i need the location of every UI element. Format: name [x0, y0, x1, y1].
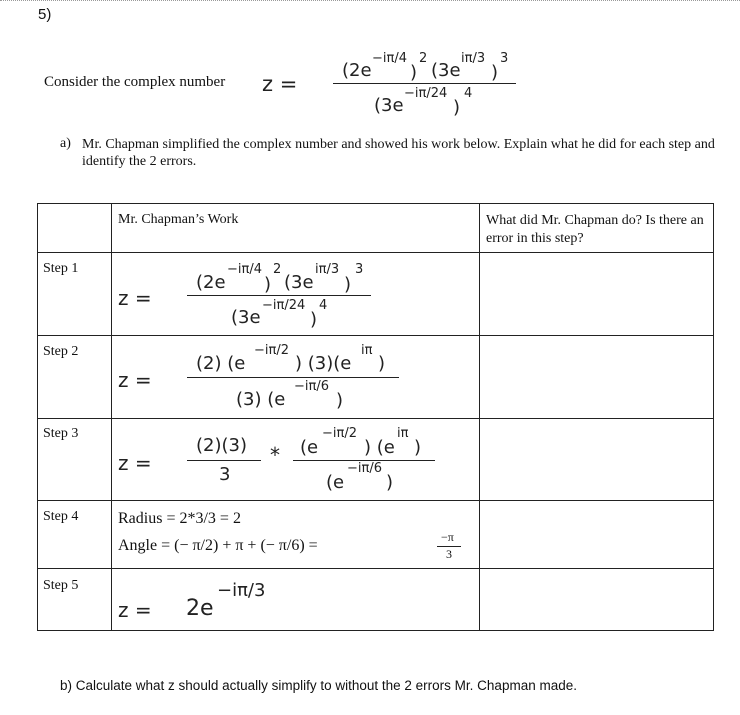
step5-value: 2e: [186, 596, 214, 621]
table-row-divider-2: [37, 335, 713, 336]
step3-right-num-b: ) (e: [364, 437, 395, 458]
table-row-divider-4: [37, 500, 713, 501]
part-a-label: a): [60, 136, 71, 151]
step3-left-bar: [187, 460, 261, 461]
part-b-text: b) Calculate what z should actually simplify to without the 2 errors Mr. Chapman made.: [60, 678, 577, 693]
step2-label: Step 2: [43, 344, 79, 359]
intro-num-exp1: −iπ/4: [372, 51, 407, 66]
step2-num-a-exp: −iπ/2: [254, 343, 289, 358]
step1-num-exp1: −iπ/4: [227, 262, 262, 277]
intro-z-eq: z =: [262, 72, 298, 96]
step4-label: Step 4: [43, 509, 79, 524]
step1-fraction-bar: [187, 295, 371, 296]
step3-right-den-exp: −iπ/6: [347, 461, 382, 476]
step1-num-pow1: 2: [273, 262, 282, 277]
step3-left-num: (2)(3): [196, 435, 247, 456]
step2-num-b-exp: iπ: [361, 343, 373, 358]
table-col-divider-2: [479, 203, 480, 630]
step2-den-a: (3) (e: [236, 389, 286, 410]
step3-label: Step 3: [43, 426, 79, 441]
header-work: Mr. Chapman’s Work: [118, 212, 239, 227]
table-row-divider-1: [37, 252, 713, 253]
step3-z-eq: z =: [118, 451, 152, 475]
step2-num-b: ) (3)(e: [295, 353, 352, 374]
step1-den-exp: −iπ/24: [262, 298, 306, 313]
step1-num-close2: ): [344, 274, 352, 295]
step3-right-num-close: ): [414, 437, 422, 458]
step1-num-part2: (3e: [284, 272, 314, 293]
step3-right-den-close: ): [386, 472, 394, 493]
step2-z-eq: z =: [118, 368, 152, 392]
step2-den-a-exp: −iπ/6: [294, 379, 329, 394]
step5-label: Step 5: [43, 578, 79, 593]
step1-label: Step 1: [43, 261, 79, 276]
step1-num-part1: (2e: [196, 272, 226, 293]
step1-den-close: ): [310, 309, 318, 330]
step1-den-part: (3e: [231, 307, 261, 328]
step3-right-num-a-exp: −iπ/2: [322, 426, 357, 441]
step2-den-close: ): [336, 390, 344, 411]
intro-fraction-bar: [333, 83, 516, 84]
top-dotted-border: [0, 0, 740, 1]
step3-right-num-b-exp: iπ: [397, 426, 409, 441]
step3-left-den: 3: [219, 464, 231, 485]
intro-num-pow2: 3: [500, 51, 509, 66]
problem-number: 5): [38, 6, 52, 23]
step4-angle: Angle = (− π/2) + π + (− π/6) =: [118, 537, 318, 554]
step4-frac-num: −π: [441, 530, 454, 544]
intro-num-part1: (2e: [342, 60, 372, 81]
step4-radius: Radius = 2*3/3 = 2: [118, 510, 241, 527]
intro-den-close: ): [453, 97, 461, 118]
step5-value-exp: −iπ/3: [217, 580, 266, 601]
step3-times: *: [270, 443, 280, 467]
step4-frac-den: 3: [446, 547, 452, 561]
intro-den-exp: −iπ/24: [404, 86, 448, 101]
step5-z-eq: z =: [118, 598, 152, 622]
table-outer-border: [37, 203, 714, 631]
intro-num-close1: ): [410, 62, 418, 83]
step1-num-exp2: iπ/3: [315, 262, 340, 277]
step1-z-eq: z =: [118, 286, 152, 310]
intro-num-exp2: iπ/3: [461, 51, 486, 66]
table-col-divider-1: [111, 203, 112, 630]
intro-num-pow1: 2: [419, 51, 428, 66]
step2-num-a: (2) (e: [196, 353, 246, 374]
step1-num-close1: ): [264, 274, 272, 295]
intro-text: Consider the complex number: [44, 74, 226, 90]
intro-den-part: (3e: [374, 95, 404, 116]
step2-num-close: ): [378, 353, 386, 374]
table-row-divider-3: [37, 418, 713, 419]
table-row-divider-5: [37, 568, 713, 569]
step1-den-pow: 4: [319, 298, 328, 313]
step3-right-den: (e: [326, 472, 345, 493]
step1-num-pow2: 3: [355, 262, 364, 277]
step2-fraction-bar: [187, 377, 399, 378]
step3-right-num-a: (e: [300, 437, 319, 458]
intro-den-pow: 4: [464, 86, 473, 101]
header-question: What did Mr. Chapman do? Is there an error in this step?: [486, 213, 704, 246]
part-a-text: Mr. Chapman simplified the complex number and showed his work below. Explain what he did for each step and identify the 2 errors.: [82, 137, 715, 169]
intro-num-close2: ): [491, 62, 499, 83]
intro-num-part2: (3e: [431, 60, 461, 81]
